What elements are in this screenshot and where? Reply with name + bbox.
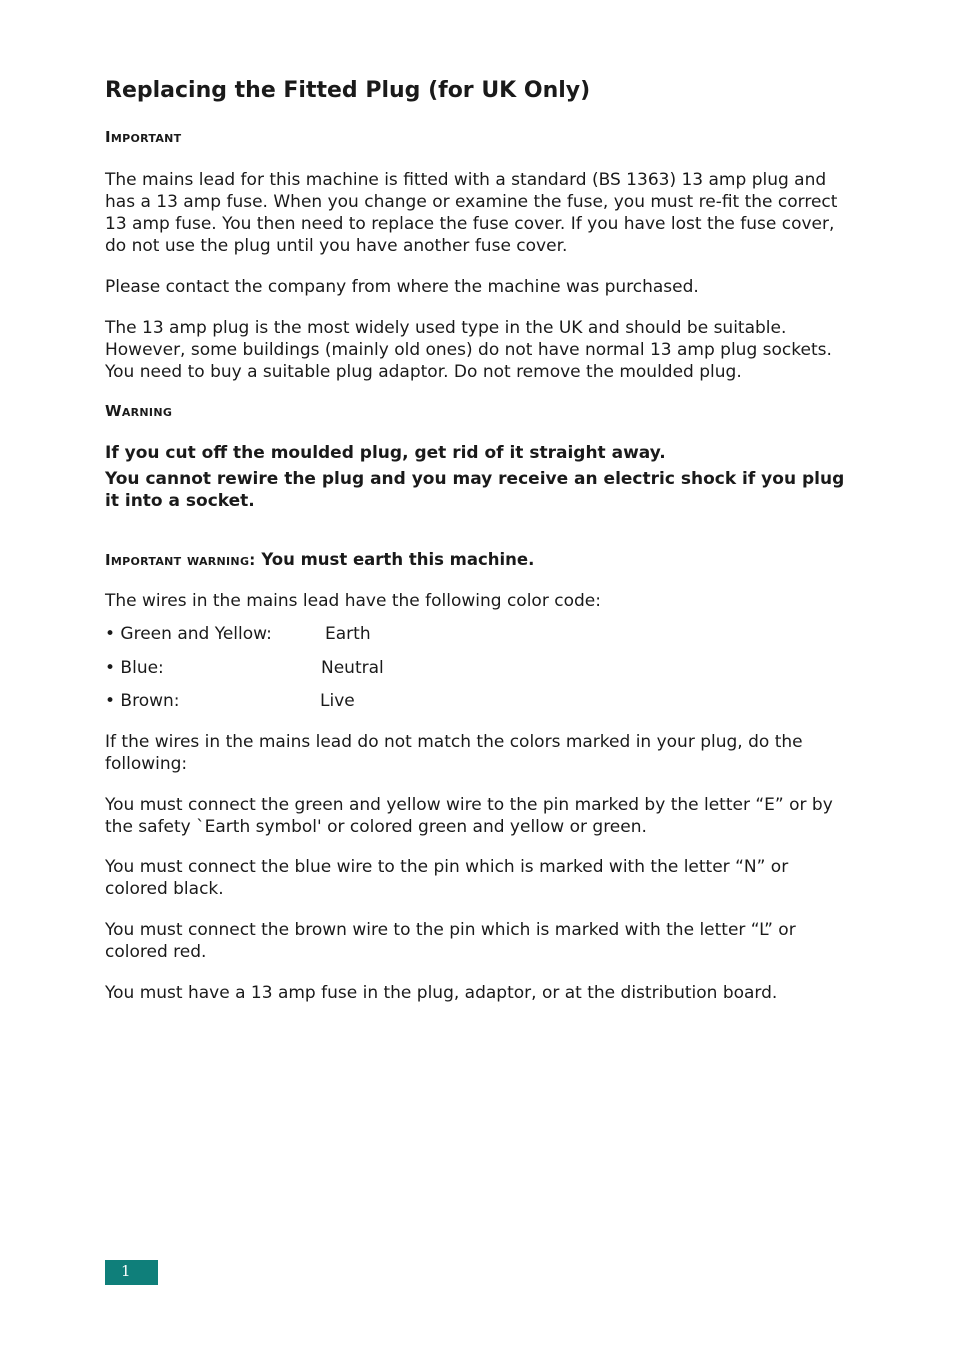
instruction-paragraph-1: If the wires in the mains lead do not match the colors marked in your plug, do the following: bbox=[105, 732, 803, 774]
wire-label: • Brown: bbox=[105, 691, 180, 711]
wires-intro: The wires in the mains lead have the following color code: bbox=[105, 591, 601, 611]
instruction-paragraph-2: You must connect the green and yellow wire to the pin marked by the letter “E” or by the safety `Earth symbol' or colored green and yellow or green. bbox=[105, 795, 833, 837]
wire-item-blue bbox=[105, 657, 384, 679]
wire-label: • Green and Yellow: bbox=[105, 624, 272, 644]
page-number-badge: 1 bbox=[105, 1260, 158, 1285]
important-warning-label: Important warning: bbox=[105, 551, 256, 569]
wire-item-brown bbox=[105, 690, 355, 712]
important-paragraph-3: The 13 amp plug is the most widely used type in the UK and should be suitable. However, some buildings (mainly old ones) do not have normal 13 amp plug sockets. You need to buy a suitable plug adaptor. Do not remove the moulded plug. bbox=[105, 318, 832, 382]
instruction-paragraph-3: You must connect the blue wire to the pin which is marked with the letter “N” or colored black. bbox=[105, 857, 789, 899]
wire-label: • Blue: bbox=[105, 658, 164, 678]
instruction-paragraph-5: You must have a 13 amp fuse in the plug, adaptor, or at the distribution board. bbox=[105, 983, 778, 1003]
important-heading: Important bbox=[105, 128, 182, 146]
important-warning-text: You must earth this machine. bbox=[255, 550, 535, 569]
wire-value: Neutral bbox=[321, 658, 384, 678]
important-warning-heading bbox=[105, 550, 534, 569]
important-paragraph-1: The mains lead for this machine is fitted with a standard (BS 1363) 13 amp plug and has a 13 amp fuse. When you change or examine the fuse, you must re-fit the correct 13 amp fuse. You then need to replace the fuse cover. If you have lost the fuse cover, do not use the plug until you have another fuse cover. bbox=[105, 170, 838, 256]
important-paragraph-2: Please contact the company from where the machine was purchased. bbox=[105, 277, 699, 297]
warning-line-1: If you cut off the moulded plug, get rid of it straight away. bbox=[105, 443, 666, 463]
warning-line-2: You cannot rewire the plug and you may receive an electric shock if you plug it into a socket. bbox=[105, 469, 845, 511]
wire-value: Live bbox=[320, 691, 355, 711]
warning-heading: Warning bbox=[105, 402, 173, 420]
page-title: Replacing the Fitted Plug (for UK Only) bbox=[105, 78, 591, 103]
instruction-paragraph-4: You must connect the brown wire to the pin which is marked with the letter “L” or colored red. bbox=[105, 920, 796, 962]
wire-item-green-yellow bbox=[105, 623, 371, 645]
wire-value: Earth bbox=[325, 624, 371, 644]
